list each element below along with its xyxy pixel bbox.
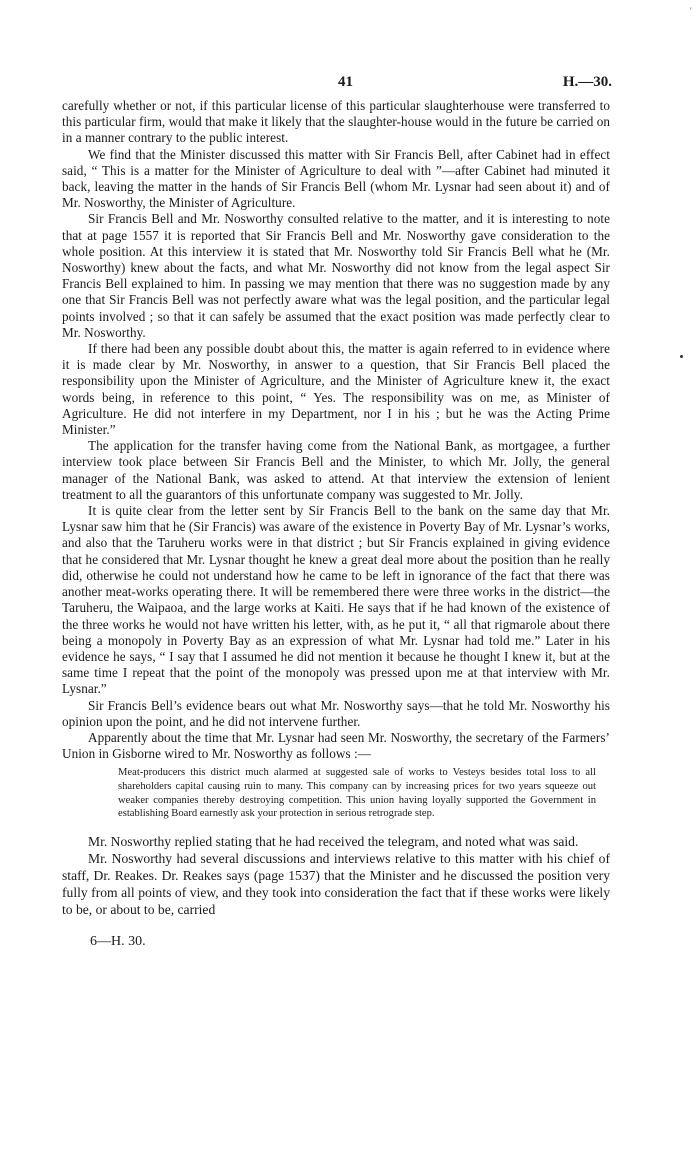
- telegram-quote: Meat-producers this district much alarmed at suggested sale of works to Vesteys besides total loss to all shareholders capital causing ruin to many. This company can by increasing prices for two years squeeze out weaker companies thereby destroying competition. This union having loyally supported the Government in establishing Board earnestly ask your protection in serious retrograde step.: [118, 767, 596, 820]
- body-text-continued: [62, 833, 610, 918]
- page-signature: 6—H. 30.: [90, 933, 146, 949]
- page-corner-mark: ': [690, 6, 692, 16]
- paragraph: carefully whether or not, if this particular license of this particular slaughterhouse were transferred to this particular firm, would that make it likely that the slaughter-house would in the future be carried on in a manner contrary to the public interest.: [62, 98, 610, 146]
- paragraph: Sir Francis Bell’s evidence bears out what Mr. Nosworthy says—that he told Mr. Nosworthy his opinion upon the point, and he did not intervene further.: [62, 697, 610, 729]
- page-header: [62, 74, 610, 98]
- paragraph: Apparently about the time that Mr. Lysnar had seen Mr. Nosworthy, the secretary of the Farmers’ Union in Gisborne wired to Mr. Nosworthy as follows :—: [62, 729, 610, 762]
- page-number: 41: [338, 74, 353, 90]
- paragraph: Sir Francis Bell and Mr. Nosworthy consulted relative to the matter, and it is interesting to note that at page 1557 it is reported that Sir Francis Bell and Mr. Nosworthy gave consideration to the whole position. At this interview it is stated that Mr. Nosworthy told Sir Francis Bell what he (Mr. Nosworthy) knew about the facts, and what Mr. Nosworthy did not know from the legal aspect Sir Francis Bell explained to him. In passing we may mention that there was no suggestion made by any one that Sir Francis Bell was not perfectly aware what was the legal position, and the particular legal points involved ; so that it can safely be assumed that the exact position was made perfectly clear to Mr. Nosworthy.: [62, 211, 610, 340]
- paragraph: If there had been any possible doubt about this, the matter is again referred to in evidence where it is made clear by Mr. Nosworthy, in answer to a question, that Sir Francis Bell placed the responsibility upon the Minister of Agriculture, and the Minister of Agriculture knew it, the exact words being, in reference to this point, “ Yes. The responsibility was on me, as Minister of Agriculture. He did not interfere in my Department, nor I in his ; but he was the Acting Prime Minister.”: [62, 341, 610, 438]
- paragraph: Mr. Nosworthy replied stating that he had received the telegram, and noted what was said.: [88, 833, 579, 849]
- body-text: [62, 98, 610, 762]
- document-reference: H.—30.: [562, 74, 612, 90]
- paragraph: Mr. Nosworthy had several discussions and interviews relative to this matter with his chief of staff, Dr. Reakes. Dr. Reakes says (page 1537) that the Minister and he discussed the position very fully from all points of view, and they took into consideration the fact that if these works were likely to be, or about to be, carried: [62, 850, 610, 917]
- margin-dot: [680, 355, 683, 358]
- paragraph: It is quite clear from the letter sent by Sir Francis Bell to the bank on the same day that Mr. Lysnar saw him that he (Sir Francis) was aware of the existence in Poverty Bay of Mr. Lysnar’s works, and also that the Taruheru works were in that district ; but Sir Francis explained in giving evidence that he considered that Mr. Lysnar thought he knew a great deal more about the position than he really did, otherwise he could not understand how he came to be left in ignorance of the fact that there was another meat-works operating there. It will be remembered there were three works in the district—the Taruheru, the Waipaoa, and the large works at Kaiti. He says that if he had known of the existence of the three works he would not have written his letter, with, as he put it, “ all that rigmarole about there being a monopoly in Poverty Bay as an expression of what Mr. Lysnar had told me.” Later in his evidence he says, “ I say that I assumed he did not mention it because he thought I knew it, but at the same time I repeat that the point of the monopoly was pressed upon me at that interview with Mr. Lysnar.”: [62, 503, 610, 697]
- document-page: [62, 74, 610, 950]
- paragraph: The application for the transfer having come from the National Bank, as mortgagee, a further interview took place between Sir Francis Bell and the Minister, to which Mr. Jolly, the general manager of the National Bank, was asked to attend. At that interview the extension of lenient treatment to all the guarantors of this unfortunate company was suggested to Mr. Jolly.: [62, 438, 610, 502]
- paragraph: We find that the Minister discussed this matter with Sir Francis Bell, after Cabinet had in effect said, “ This is a matter for the Minister of Agriculture to deal with ”—after Cabinet had minuted it back, leaving the matter in the hands of Sir Francis Bell (whom Mr. Lysnar had seen about it) and of Mr. Nosworthy, the Minister of Agriculture.: [62, 146, 610, 211]
